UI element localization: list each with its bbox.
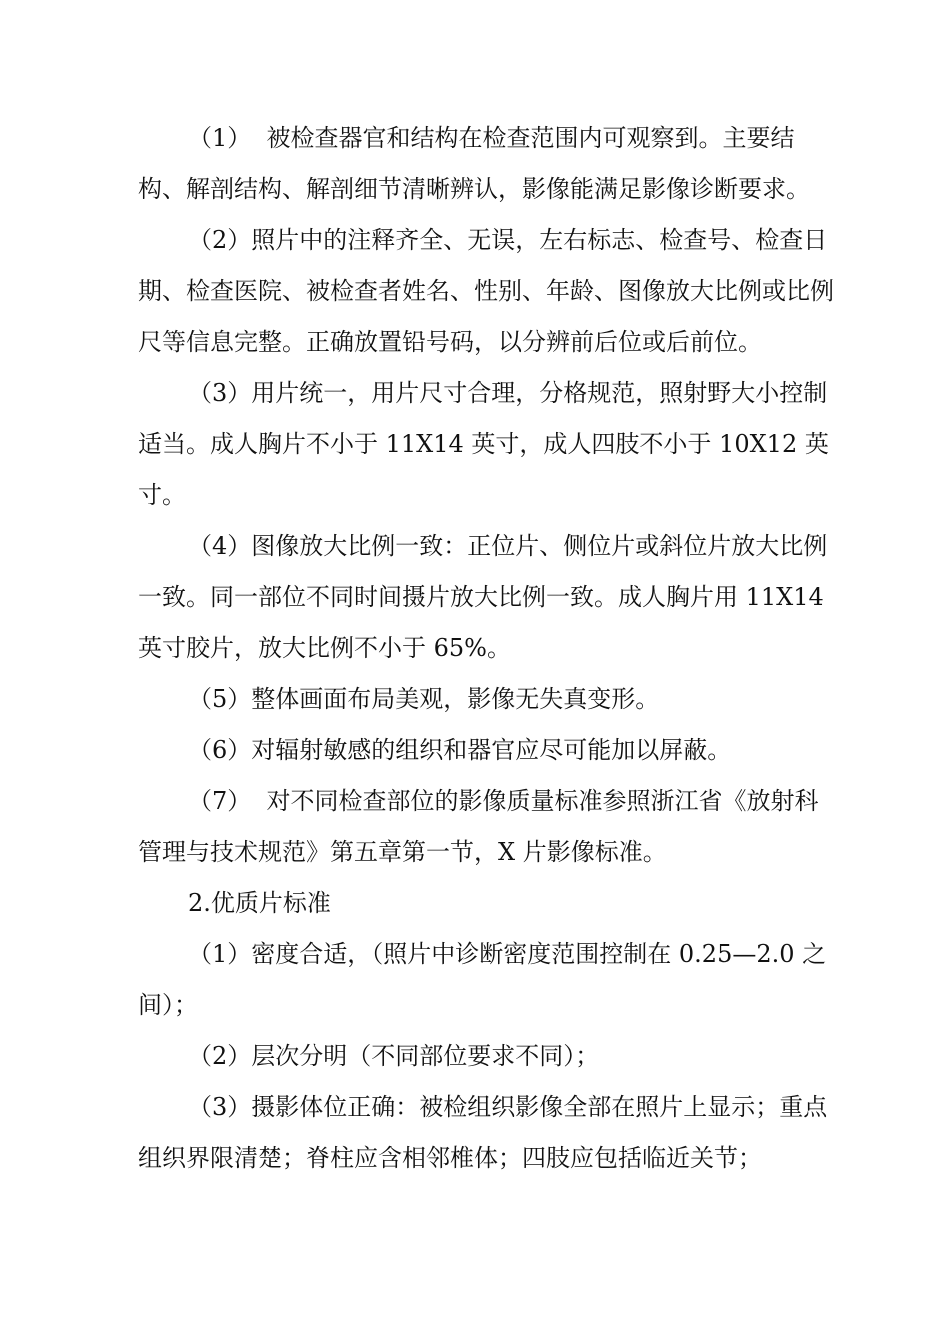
paragraph-5: （5）整体画面布局美观，影像无失真变形。 [188, 685, 660, 713]
paragraph-3: （3）用片统一，用片尺寸合理，分格规范，照射野大小控制适当。成人胸片不小于 11X14 英寸，成人四肢不小于 10X12 英寸。 [138, 379, 829, 509]
paragraph-4: （4）图像放大比例一致：正位片、侧位片或斜位片放大比例一致。同一部位不同时间摄片放大比例一致。成人胸片用 11X14 英寸胶片，放大比例不小于 65%。 [138, 532, 832, 662]
paragraph-1: （1） 被检查器官和结构在检查范围内可观察到。主要结构、解剖结构、解剖细节清晰辨认，影像能满足影像诊断要求。 [138, 124, 810, 203]
document-body [138, 113, 838, 1184]
paragraph-2: （2）照片中的注释齐全、无误，左右标志、检查号、检查日期、检查医院、被检查者姓名、性别、年龄、图像放大比例或比例尺等信息完整。正确放置铅号码，以分辨前后位或后前位。 [138, 226, 834, 356]
paragraph-10: （3）摄影体位正确：被检组织影像全部在照片上显示；重点组织界限清楚；脊柱应含相邻椎体；四肢应包括临近关节； [138, 1093, 828, 1172]
section-heading: 2.优质片标准 [188, 889, 331, 917]
paragraph-6: （6）对辐射敏感的组织和器官应尽可能加以屏蔽。 [188, 736, 732, 764]
paragraph-8: （1）密度合适，（照片中诊断密度范围控制在 0.25—2.0 之间）； [138, 940, 827, 1019]
paragraph-9: （2）层次分明（不同部位要求不同）； [188, 1042, 600, 1070]
paragraph-7: （7） 对不同检查部位的影像质量标准参照浙江省《放射科管理与技术规范》第五章第一节，X 片影像标准。 [138, 787, 819, 866]
